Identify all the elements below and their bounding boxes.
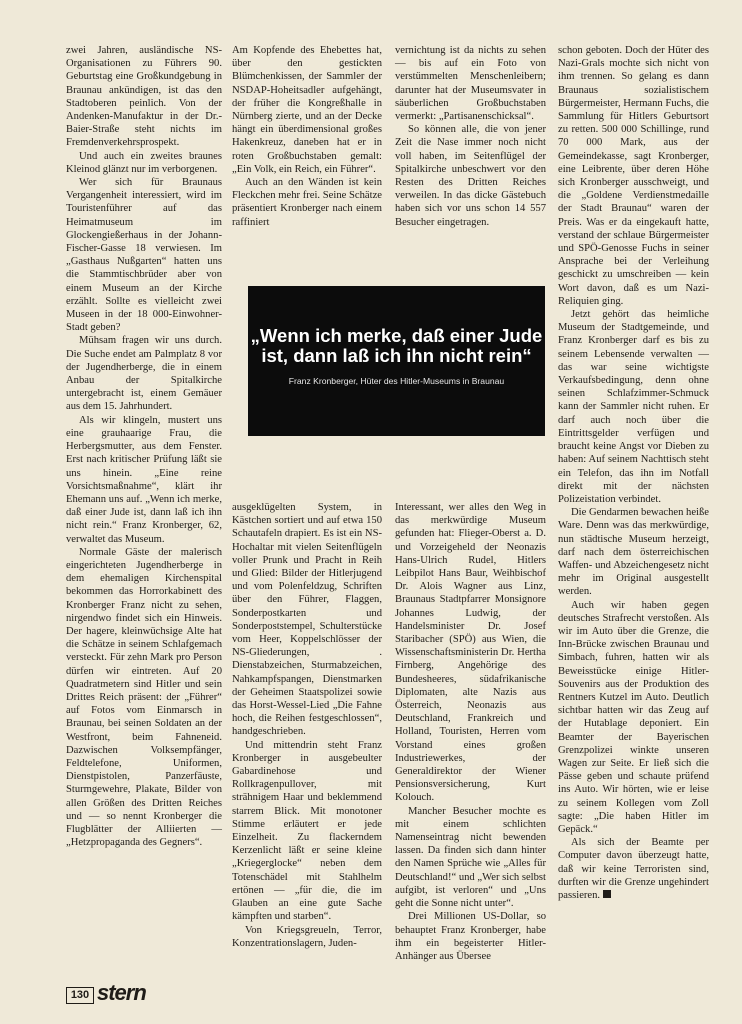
- paragraph: Normale Gäste der malerisch eingerichteten Jugendherberge in dem ehemaligen Kirchenspital bekommen das Horrorkabinett des Kronberger Franz nicht zu sehen, nirgendwo findet sich ein Hinweis. Der hagere, kleinwüchsige Alte hat die Schätze in seinem Schlafgemach versteckt. Für zehn Mark pro Person dürfen wir eintreten. Auf 20 Quadratmetern sind Hitler und sein Drittes Reich präsent: der „Führer“ auf Fotos vom Einmarsch in Braunau, bei seinen Soldaten an der Westfront, beim Fahneneid. Dazwischen Volksempfänger, Feldtelefone, Uniformen, Dienstpistolen, Panzerfäuste, Sturmgewehre, Plakate, Bilder von allen Größen des Dritten Reiches und — so nennt Kronberger die Flugblätter der Alliierten — „Hetzpropaganda des Gegners“.: [66, 546, 222, 849]
- article-column-3-bottom: [395, 501, 546, 963]
- paragraph: Interessant, wer alles den Weg in das merkwürdige Museum gefunden hat: Flieger-Oberst a. D. und Vorzeigeheld der Neonazis Hans-Ulrich Rudel, Hitlers Leibpilot Hans Baur, Weihbischof Dr. Alois Wagner aus Linz, Braunaus Stadtpfarrer Monsignore Johannes Ludwig, der Handelsminister Dr. Josef Staribacher (SPÖ) aus Wien, die Wissenschaftsministerin Dr. Hertha Firnberg, Angehörige des Bundesheeres, südafrikanische Diplomaten, alte Nazis aus Österreich, Neonazis aus Deutschland, Frankreich und Holland, Touristen, Herren vom Vorstand eines großen Industriewerkes, der Generaldirektor der Wiener Pensionsversicherung, Kurt Kolouch.: [395, 502, 546, 804]
- paragraph: Drei Millionen US-Dollar, so behauptet Franz Kronberger, habe ihm ein begeisterter Hitler-Anhänger aus Übersee: [395, 911, 546, 962]
- paragraph: Als sich der Beamte per Computer davon überzeugt hatte, daß wir keine Terroristen sind, durften wir die Grenze ungehindert passieren.: [558, 837, 709, 901]
- page-number: 130: [66, 987, 94, 1004]
- paragraph: Jetzt gehört das heimliche Museum der Stadtgemeinde, und Franz Kronberger darf es bis zu seinem Lebensende verwalten — das war seine wichtigste Verkaufsbedingung, denn ohne seinen Schlafzimmer-Schmuck kann der Sammler nicht ruhen. Er darf auch noch über die Eintrittsgelder verfügen und braucht keine Angst vor Dieben zu haben: Auf seinem Nachttisch steht ein Telefon, das ihn im Notfall direkt mit der nächsten Polizeistation verbindet.: [558, 309, 709, 505]
- paragraph: Von Kriegsgreueln, Terror, Konzentrationslagern, Juden-: [232, 924, 382, 949]
- paragraph: Als wir klingeln, mustert uns eine grauhaarige Frau, die Herbergsmutter, aus dem Fenster. Erst nach kritischer Prüfung läßt sie uns hinein. „Eine reine Vorsichtsmaßnahme“, klärt ihr Ehemann uns auf. „Wenn ich merke, daß einer Jude ist, dann laß ich ihn nicht rein.“ Franz Kronberger, 62, verwaltet das Museum.: [66, 414, 222, 545]
- article-column-4: [558, 44, 709, 902]
- article-column-1: [66, 44, 222, 849]
- paragraph: Mancher Besucher mochte es mit einem schlichten Namenseintrag nicht bewenden lassen. Da finden sich dann hinter den Namen Sprüche wie „Alles für Deutschland!“ und „Wer sich selbst aufgibt, ist verloren“ und „Uns geht die Sonne nicht unter“.: [395, 805, 546, 910]
- paragraph: Auch an den Wänden ist kein Fleckchen mehr frei. Seine Schätze präsentiert Kronberger nach einem raffiniert: [232, 177, 382, 228]
- pull-quote-box: [248, 286, 545, 436]
- paragraph: Und mittendrin steht Franz Kronberger in ausgebeulter Gabardinehose und Rollkragenpullover, mit strähnigem Haar und beklemmend starrem Blick. Mit monotoner Stimme erläutert er jede Einzelheit. Zu flackerndem Kerzenlicht läßt er seine kleine „Kriegerglocke“ neben dem Totenschädel mit Stahlhelm ertönen — „für die, die im Glauben an eine gute Sache kämpften und starben“.: [232, 739, 382, 923]
- pull-quote-attribution: Franz Kronberger, Hüter des Hitler-Museums in Braunau: [288, 376, 505, 386]
- paragraph: Auch wir haben gegen deutsches Strafrecht verstoßen. Als wir im Auto über die Grenze, die Inn-Brücke zwischen Braunau und Simbach, fuhren, hatten wir als Beweisstücke einige Hitler-Souvenirs aus der Produktion des Rentners Kutzel im Auto. Deutlich sichtbar hatten wir das Zeug auf der Hutablage deponiert. Ein Beamter der Bayerischen Grenzpolizei winkte unseren Wagen zur Seite. Er ließ sich die Pässe geben und schaute prüfend ins Auto. Wir hörten, wie er leise zu seinem Kollegen vom Zoll sagte: „Die haben Hitler im Gepäck.“: [558, 599, 709, 835]
- paragraph: Am Kopfende des Ehebettes hat, über den gestickten Blümchenkissen, der Sammler der NSDAP-Hoheitsadler aufgehängt, der früher die Kongreßhalle in Nürnberg zierte, und an der Decke hängt ein überdimensional großes Hakenkreuz, daneben hat er in roten Großbuchstaben gemalt: „Ein Volk, ein Reich, ein Führer“.: [232, 45, 382, 175]
- paragraph: So können alle, die von jener Zeit die Nase immer noch nicht voll haben, im Seitenflügel der Spitalkirche unbeschwert vor den Resten des Dritten Reiches verweilen. In das dicke Gästebuch haben sich vor uns schon 14 557 Besucher eingetragen.: [395, 124, 546, 228]
- paragraph: Die Gendarmen bewachen heiße Ware. Denn was das merkwürdige, nun städtische Museum herzeigt, darf nach dem österreichischen Waffen- und Abzeichengesetz nicht mehr im Original ausgestellt werden.: [558, 507, 709, 598]
- article-column-2-bottom: [232, 501, 382, 950]
- stern-logo: stern: [97, 980, 146, 1005]
- paragraph: zwei Jahren, ausländische NS-Organisationen zu Führers 90. Geburtstag eine Großkundgebung in Braunau ankündigen, ist das den Stadtoberen peinlich. Von der Andenken-Manufaktur in der Dr.-Baier-Straße steht nichts im Fremdenverkehrsprospekt.: [66, 45, 222, 149]
- pull-quote-text: „Wenn ich merke, daß einer Jude ist, dann laß ich ihn nicht rein“: [250, 325, 543, 366]
- end-of-article-mark: [603, 890, 611, 898]
- paragraph: ausgeklügelten System, in Kästchen sortiert und auf etwa 150 Schautafeln drapiert. Es ist ein NS-Hochaltar mit vielen Seitenflügeln voller Prunk und Pracht in Reih und Glied: Bilder der Hitlerjugend und vom Polenfeldzug, Schriften über den Führer, Flaggen, Sonderpostkarten und Sonderpoststempel, Schulterstücke vom Heer, Koppelschlösser der NS-Gliederungen, . Dienstabzeichen, Sturmabzeichen, Nahkampfspangen, Dienstmarken der Geheimen Staatspolizei sowie das Horst-Wessel-Lied „Die Fahne hoch, die Reihen festgeschlossen“, handgeschrieben.: [232, 502, 382, 738]
- paragraph: Mühsam fragen wir uns durch. Die Suche endet am Palmplatz 8 vor der Jugendherberge, die in einem Anbau der Spitalkirche untergebracht ist, einem Gemäuer aus dem 15. Jahrhundert.: [66, 335, 222, 413]
- paragraph: Wer sich für Braunaus Vergangenheit interessiert, wird im Touristenführer auf das Heimatmuseum im Glockengießerhaus in der Johann-Fischer-Gasse 18 verwiesen. Im „Gasthaus Nußgarten“ hatten uns die Stammtischbrüder aber von einem Museum an der Kirche erzählt. Sollte es vielleicht zwei Museen in der 18 000-Einwohner-Stadt geben?: [66, 177, 222, 334]
- paragraph: vernichtung ist da nichts zu sehen — bis auf ein Foto von verstümmelten Menschenleibern; darunter hat der Museumsvater in säuberlichen Großbuchstaben vermerkt: „Partisanenschicksal“.: [395, 45, 546, 123]
- article-column-2-top: [232, 44, 382, 229]
- article-column-3-top: [395, 44, 546, 229]
- paragraph: Und auch ein zweites braunes Kleinod glänzt nur im verborgenen.: [66, 150, 222, 175]
- paragraph: schon geboten. Doch der Hüter des Nazi-Grals mochte sich nicht von ihm trennen. So gelang es dann Braunaus sozialistischem Bürgermeister, Hermann Fuchs, die Sammlung für Hitlers Geburtsort zu retten. 500 000 Schillinge, rund 70 000 Mark, aus der Gemeindekasse, sagt Kronberger, eine Leibrente, über deren Höhe sich Kronberger ausschweigt, und die „Goldene Verdienstmedaille der Stadt Braunau“ waren der Preis. Was er da eingekauft hatte, verstand der schlaue Bürgermeister und SPÖ-Genosse Fuchs in seiner Ansprache bei der Verleihung geschickt zu umschreiben — kein Wort davon, daß es um Nazi-Reliquien ging.: [558, 45, 709, 307]
